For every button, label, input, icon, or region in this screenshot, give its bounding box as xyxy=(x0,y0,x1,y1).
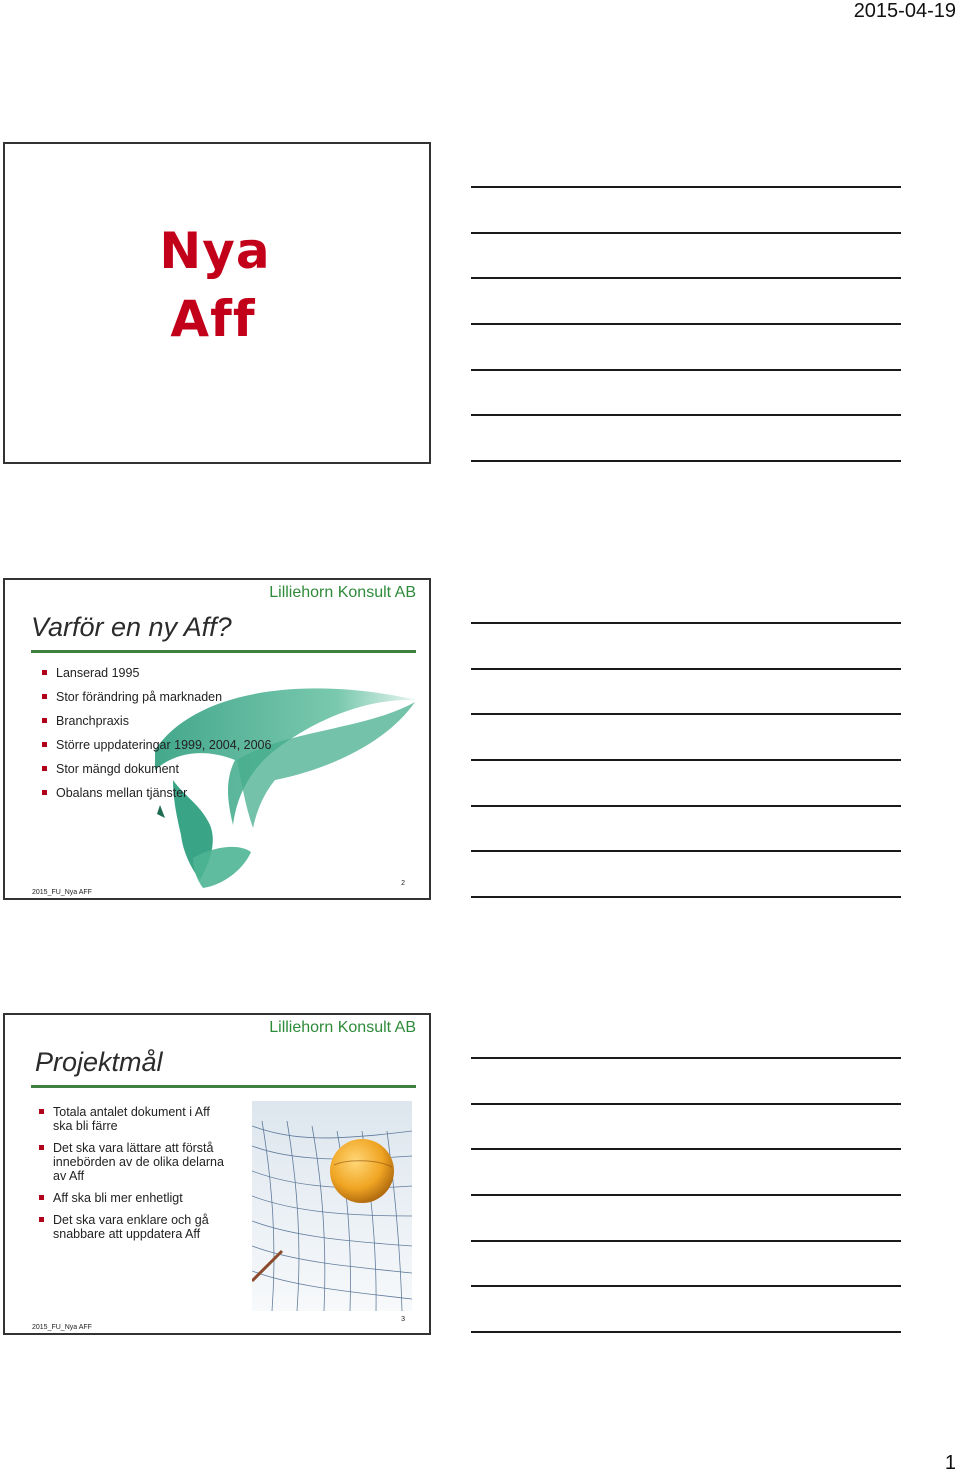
note-line xyxy=(471,713,901,715)
note-line xyxy=(471,1103,901,1105)
note-line xyxy=(471,1057,901,1059)
bullet-list xyxy=(40,666,271,800)
page-date: 2015-04-19 xyxy=(853,0,956,22)
slide-footer: 2015_FU_Nya AFF xyxy=(32,889,92,896)
list-item: Det ska vara enklare och gå snabbare att uppdatera Aff xyxy=(37,1213,227,1241)
note-line xyxy=(471,277,901,279)
title-rule xyxy=(31,1085,416,1088)
ball-in-net-icon xyxy=(252,1101,412,1311)
note-line xyxy=(471,1194,901,1196)
note-line xyxy=(471,668,901,670)
list-item: Det ska vara lättare att förstå innebörden av de olika delarna av Aff xyxy=(37,1141,227,1183)
slide-number: 2 xyxy=(401,880,405,887)
note-line xyxy=(471,1285,901,1287)
slide-1 xyxy=(3,142,431,464)
list-item: Stor mängd dokument xyxy=(40,762,271,776)
slide-title: Projektmål xyxy=(35,1047,163,1077)
slide-footer: 2015_FU_Nya AFF xyxy=(32,1324,92,1331)
list-item: Obalans mellan tjänster xyxy=(40,786,271,800)
note-line xyxy=(471,1148,901,1150)
note-line xyxy=(471,850,901,852)
note-line xyxy=(471,369,901,371)
note-line xyxy=(471,414,901,416)
company-name: Lilliehorn Konsult AB xyxy=(269,584,416,601)
note-line xyxy=(471,1240,901,1242)
list-item: Totala antalet dokument i Aff ska bli färre xyxy=(37,1105,227,1133)
slide-title-line1: Nya xyxy=(159,222,271,280)
list-item: Stor förändring på marknaden xyxy=(40,690,271,704)
list-item: Aff ska bli mer enhetligt xyxy=(37,1191,227,1205)
company-name: Lilliehorn Konsult AB xyxy=(269,1019,416,1036)
note-line xyxy=(471,1331,901,1333)
note-line xyxy=(471,805,901,807)
note-line xyxy=(471,460,901,462)
title-rule xyxy=(31,650,416,653)
slide-title: Varför en ny Aff? xyxy=(31,612,232,642)
note-line xyxy=(471,323,901,325)
bullet-list xyxy=(37,1105,227,1241)
list-item: Lanserad 1995 xyxy=(40,666,271,680)
slide-2 xyxy=(3,578,431,900)
slide-3 xyxy=(3,1013,431,1335)
note-line xyxy=(471,896,901,898)
note-line xyxy=(471,622,901,624)
slide-title-line2: Aff xyxy=(170,290,256,348)
note-line xyxy=(471,186,901,188)
note-line xyxy=(471,232,901,234)
list-item: Branchpraxis xyxy=(40,714,271,728)
list-item: Större uppdateringar 1999, 2004, 2006 xyxy=(40,738,271,752)
note-line xyxy=(471,759,901,761)
page-number: 1 xyxy=(944,1452,956,1474)
slide-number: 3 xyxy=(401,1316,405,1323)
